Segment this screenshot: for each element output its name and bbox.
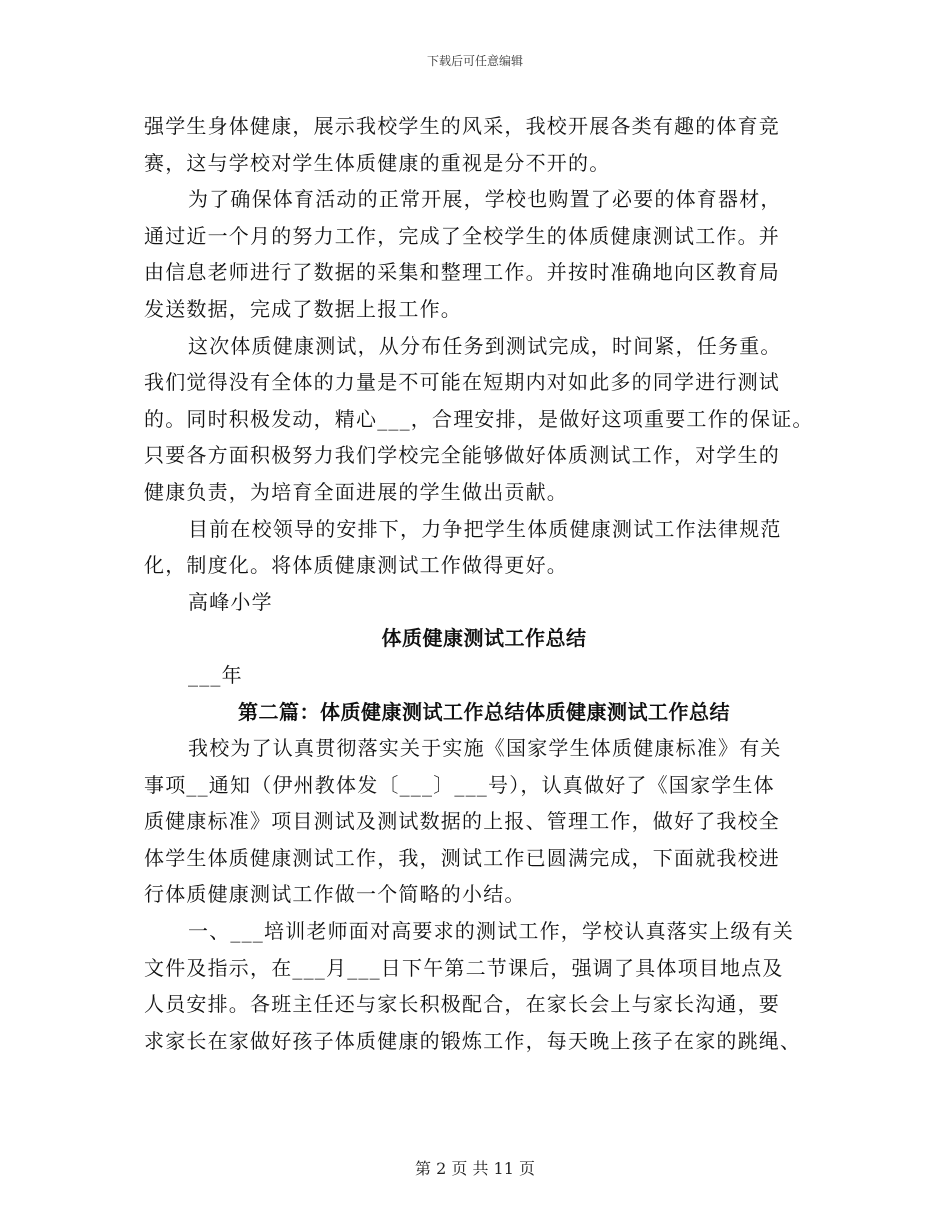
date-line: ___年 [188, 662, 243, 687]
chapter-title: 第二篇：体质健康测试工作总结体质健康测试工作总结 [238, 699, 730, 724]
body-line: 赛，这与学校对学生体质健康的重视是分不开的。 [144, 150, 611, 175]
body-line: 求家长在家做好孩子体质健康的锻炼工作，每天晚上孩子在家的跳绳、 [144, 1028, 802, 1053]
body-line: 健康负责，为培育全面进展的学生做出贡献。 [144, 479, 568, 504]
body-line: 化，制度化。将体质健康测试工作做得更好。 [144, 553, 568, 578]
body-line: 通过近一个月的努力工作，完成了全校学生的体质健康测试工作。并 [144, 223, 780, 248]
body-line: 事项__通知（伊州教体发〔___〕___号），认真做好了《国家学生体 [144, 772, 775, 797]
body-line: 只要各方面积极努力我们学校完全能够做好体质测试工作，对学生的 [144, 443, 780, 468]
body-line: 人员安排。各班主任还与家长积极配合，在家长会上与家长沟通，要 [144, 992, 780, 1017]
body-line: 质健康标准》项目测试及测试数据的上报、管理工作，做好了我校全 [144, 809, 780, 834]
body-line: 的。同时积极发动，精心___，合理安排，是做好这项重要工作的保证。 [144, 406, 814, 431]
paragraph-first-line: 一、___培训老师面对高要求的测试工作，学校认真落实上级有关 [188, 919, 794, 944]
signature-school: 高峰小学 [188, 589, 273, 614]
paragraph-first-line: 我校为了认真贯彻落实关于实施《国家学生体质健康标准》有关 [188, 736, 782, 761]
body-line: 发送数据，完成了数据上报工作。 [144, 296, 462, 321]
paragraph-first-line: 这次体质健康测试，从分布任务到测试完成，时间紧，任务重。 [188, 333, 782, 358]
page-footer: 第 2 页 共 11 页 [415, 1159, 535, 1178]
section-title: 体质健康测试工作总结 [381, 626, 587, 651]
paragraph-first-line: 目前在校领导的安排下，力争把学生体质健康测试工作法律规范 [188, 516, 782, 541]
body-line: 行体质健康测试工作做一个简略的小结。 [144, 882, 526, 907]
body-line: 由信息老师进行了数据的采集和整理工作。并按时准确地向区教育局 [144, 260, 780, 285]
body-line: 文件及指示，在___月___日下午第二节课后，强调了具体项目地点及 [144, 955, 784, 980]
body-line: 我们觉得没有全体的力量是不可能在短期内对如此多的同学进行测试 [144, 370, 780, 395]
page-header: 下载后可任意编辑 [426, 54, 523, 68]
document-body [144, 108, 824, 1059]
paragraph-first-line: 为了确保体育活动的正常开展，学校也购置了必要的体育器材， [188, 187, 782, 212]
body-line: 体学生体质健康测试工作，我，测试工作已圆满完成，下面就我校进 [144, 845, 780, 870]
body-line: 强学生身体健康，展示我校学生的风采，我校开展各类有趣的体育竞 [144, 114, 780, 138]
